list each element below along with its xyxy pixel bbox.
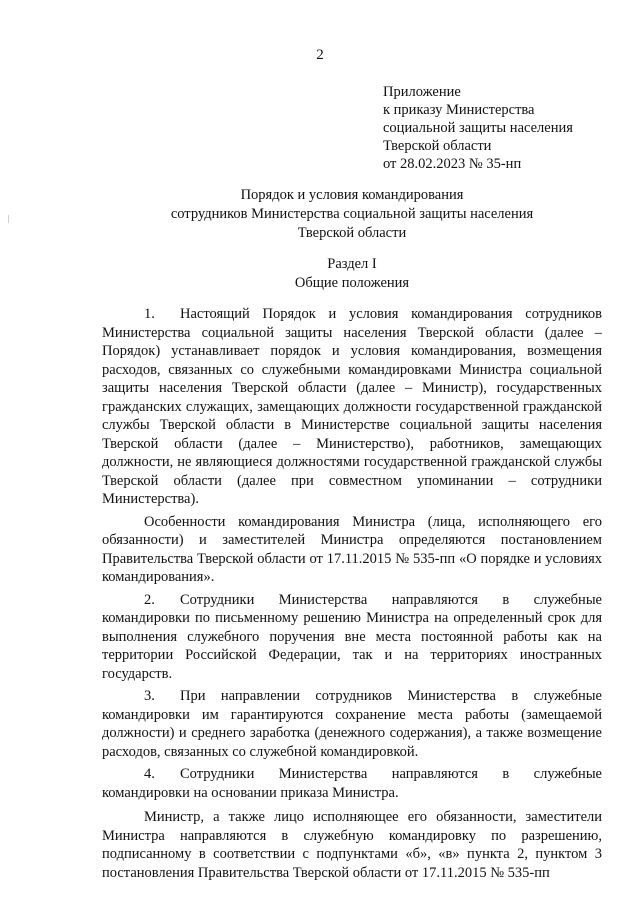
section-header bbox=[102, 255, 602, 293]
paragraph-number: 2. bbox=[144, 591, 155, 608]
appendix-line: социальной защиты населения bbox=[383, 120, 573, 136]
appendix-block bbox=[383, 83, 573, 173]
paragraph-4 bbox=[102, 765, 602, 802]
appendix-line: от 28.02.2023 № 35-нп bbox=[383, 156, 522, 172]
document-body bbox=[102, 305, 602, 882]
appendix-line: Приложение bbox=[383, 84, 461, 100]
title-line: Порядок и условия командирования bbox=[240, 187, 464, 203]
paragraph-number: 3. bbox=[144, 688, 155, 704]
paragraph-3 bbox=[102, 687, 602, 761]
section-subheading: Общие положения bbox=[294, 275, 410, 291]
paragraph-text: Особенности командирования Министра (лица, исполняющего его обязанности) и заместителей Министра определяются постановлением Правительства Тверской области от 17.11.2015 № 535-пп «О порядке и условиях командирования». bbox=[102, 513, 602, 585]
page-number: 2 bbox=[316, 47, 324, 63]
scan-artifact bbox=[8, 215, 9, 223]
paragraph-4-note bbox=[102, 808, 602, 882]
title-line: Тверской области bbox=[297, 225, 407, 241]
paragraph-text: Сотрудники Министерства направляются в служебные командировки на основании приказа Министра. bbox=[102, 766, 602, 801]
paragraph-text: При направлении сотрудников Министерства в служебные командировки им гарантируются сохранение места работы (замещаемой должности) и среднего заработка (денежного содержания), а также возмещение расходов, связанных со служебной командировкой. bbox=[102, 688, 602, 760]
section-heading: Раздел I bbox=[327, 256, 377, 272]
paragraph-text: Министр, а также лицо исполняющее его обязанности, заместители Министра направляются в служебную командировку по разрешению, подписанному в соответствии с подпунктами «б», «в» пункта 2, пунктом 3 постановления Правительства Тверской области от 17.11.2015 № 535-пп bbox=[102, 809, 602, 881]
paragraph-text: Сотрудники Министерства направляются в служебные командировки по письменному решению Министра на определенный срок для выполнения служебного поручения вне места постоянной работы как на территории Российской Федерации, так и на территориях иностранных государств. bbox=[102, 591, 602, 682]
title-line: сотрудников Министерства социальной защиты населения bbox=[170, 206, 534, 222]
paragraph-1 bbox=[102, 305, 602, 509]
paragraph-1-note bbox=[102, 513, 602, 587]
paragraph-2 bbox=[102, 591, 602, 684]
appendix-line: Тверской области bbox=[383, 138, 492, 154]
paragraph-number: 1. bbox=[144, 306, 155, 322]
paragraph-text: Настоящий Порядок и условия командирования сотрудников Министерства социальной защиты населения Тверской области (далее – Порядок) устанавливает порядок и условия командирования, возмещения расходов, связанных со служебными командировками Министра социальной защиты населения Тверской области (далее – Министр), государственных гражданских служащих, замещающих должности государственной гражданской службы Тверской области в Министерстве социальной защиты населения Тверской области (далее – Министерство), работников, замещающих должности, не являющиеся должностями государственной гражданской службы Тверской области (далее при совместном упоминании – сотрудники Министерства). bbox=[102, 306, 602, 507]
paragraph-number: 4. bbox=[144, 766, 155, 782]
appendix-line: к приказу Министерства bbox=[383, 102, 535, 118]
document-title bbox=[102, 186, 602, 243]
